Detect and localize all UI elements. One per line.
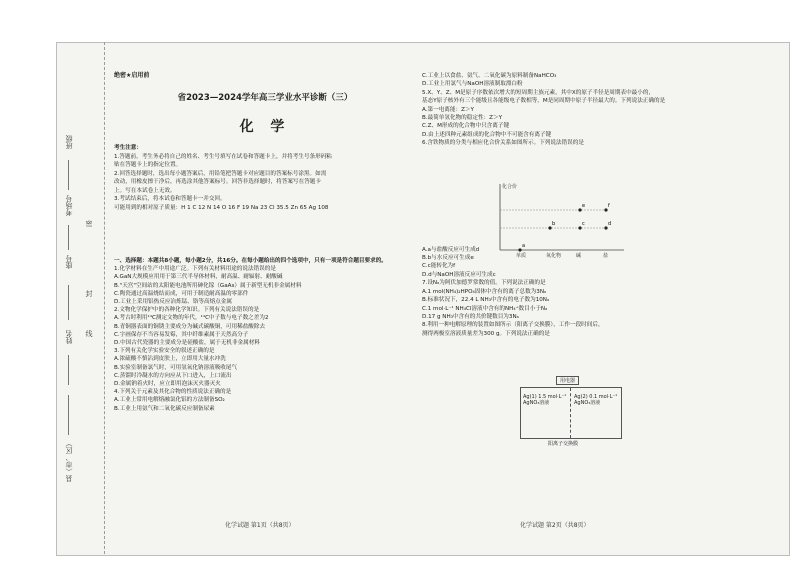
seal-char: 线: [85, 330, 93, 337]
left-questions: [114, 257, 404, 413]
notes-line: 可能用到的相对原子质量：H 1 C 12 N 14 O 16 F 19 Na 23 Cl 35.5 Zn 65 Ag 108: [114, 204, 329, 211]
question-line: C.Z、M形成的化合物中只含离子键: [422, 123, 510, 130]
point-label: b: [552, 221, 556, 227]
binding-line: [68, 395, 69, 435]
membrane-label: 阳离子交换膜: [548, 441, 579, 447]
question-line: A.a与盐酸反应可生成d: [422, 246, 480, 253]
notes-line: 1.答题前，考生务必将自己的姓名、考生号填写在试卷和答题卡上，并将考生号条形码粘: [114, 153, 332, 160]
question-line: B.青铜器表面的铜锈主要成分为碱式碳酸铜，可用稀盐酸除去: [114, 323, 266, 330]
question-line: D.由上述四种元素组成的化合物中不可能含有离子键: [422, 131, 552, 138]
y-axis-label: 化合价: [502, 184, 518, 190]
point-label: a: [522, 243, 526, 249]
question-line: C.陶瓷通过高温烧结而成，可用于制造耐高温的零部件: [114, 290, 249, 297]
page-footer-left: 化学试题 第1页（共8页）: [225, 522, 295, 529]
binding-line: [68, 225, 69, 250]
question-line: A.浓硫酸不慎沾到皮肤上，立即用大量水冲洗: [114, 356, 226, 363]
question-line: D.17 g NH₃中含有的共价键数目为3Nₐ: [422, 313, 519, 320]
x-tick-label: 碱: [576, 253, 582, 259]
seal-char: 封: [85, 290, 93, 297]
binding-line: [68, 160, 69, 190]
membrane-line: [570, 388, 572, 438]
binding-label-class: 班级: [65, 135, 73, 149]
question-line: C.字画保存不当容易发霉，其中纤维素属于天然高分子: [114, 331, 249, 338]
question-line: D.工业上采用铝热反应冶炼锰、铬等高熔点金属: [114, 299, 232, 306]
question-line: B."天宫"空间站的太阳能电池所用砷化镓（GaAs）属于新型无机非金属材料: [114, 282, 302, 289]
x-tick-label: 氧化物: [546, 253, 562, 259]
point-label: c: [582, 221, 585, 227]
seal-char: 密: [85, 220, 93, 227]
question-line: B.标准状况下，22.4 L NH₃中含有的电子数为10Nₐ: [422, 297, 550, 304]
device-label: 用电器: [556, 376, 579, 385]
secret-mark: 绝密★启用前: [114, 72, 150, 79]
question-line: 7.设Nₐ为阿伏加德罗常数的值。下列说法正确的是: [422, 280, 546, 287]
question-line: 基态Y原子核外有三个能级且各能级电子数相等，M是同周期中原子半径最大的。下列说法正确的是: [422, 98, 666, 105]
valence-diagram: [488, 180, 628, 260]
question-line: 6.含铁物质的分类与相应化合价关系如图所示。下列说法错误的是: [422, 140, 584, 147]
question-line: C.蒸馏时冷凝水的方向应从下口进入，上口流出: [114, 372, 232, 379]
question-line: 1.化学材料在生产中用途广泛。下列有关材料用途的说法错误的是: [114, 266, 276, 273]
page-footer-right: 化学试题 第2页（共8页）: [520, 522, 590, 529]
binding-label-room: 考场号: [65, 195, 73, 216]
notes-line: 上。写在本试卷上无效。: [114, 187, 176, 194]
question-line: A.第一电离能：Z＞Y: [422, 106, 474, 113]
right-electrode-label: Ag(2) 0.1 mol·L⁻¹ AgNO₃溶液: [574, 394, 618, 406]
question-line: A.1 mol(NH₄)₂HPO₄固体中含有的离子总数为3Nₐ: [422, 288, 547, 295]
question-line: A.工业上常用电解熔融氯化铝的方法制备SO₂: [114, 397, 225, 404]
point-label: f: [608, 203, 610, 209]
question-line: 4.下列关于元素及其化合物的性质说法正确的是: [114, 389, 232, 396]
left-electrode-label: Ag(1) 1.5 mol·L⁻¹ AgNO₃溶液: [523, 394, 567, 406]
question-line: C.1 mol·L⁻¹ NH₄Cl溶液中含有的NH₄⁺数目小于Nₐ: [422, 305, 548, 312]
question-line: D.中国古代瓷器的主要成分是硅酸盐，属于无机非金属材料: [114, 340, 260, 347]
point-label: d: [608, 221, 612, 227]
exam-title: 省2023—2024学年高三学业水平诊断（三）: [177, 93, 353, 103]
binding-label-seat: 座号: [65, 255, 73, 269]
subject-title: 化 学: [239, 119, 291, 135]
cell-diagram: [520, 387, 622, 439]
question-line: A.GaN大规模应用用于第三代半导体材料，耐高温、耐辐射、耐酸碱: [114, 274, 283, 281]
exam-notes: [114, 144, 404, 212]
x-tick-label: 单质: [516, 253, 527, 259]
section-heading: 一、选择题：本题共8小题，每小题2分，共16分。在每小题给出的四个选项中，只有一项是符合题目要求的。: [114, 258, 387, 264]
question-line: 5.X、Y、Z、M是原子序数依次增大的短周期主族元素，其中X的原子半径是周期表中最小的，: [422, 89, 655, 96]
notes-line: 改动，用橡皮擦干净后，再选涂其他答案标号。回答非选择题时，将答案写在答题卡: [114, 179, 321, 185]
notes-line: 3.考试结束后，将本试卷和答题卡一并交回。: [114, 196, 226, 202]
question-line: C.c能转化为f: [422, 263, 456, 270]
x-tick-label: 盐: [603, 253, 609, 259]
notes-heading: 考生注意：: [114, 145, 142, 151]
notes-line: 贴在答题卡上的指定位置。: [114, 162, 182, 168]
question-line: B.实验室制备氯气时，可用氢氧化钠溶液吸收尾气: [114, 364, 238, 371]
question-line: 测得两极室溶液质量差为300 g。下列说法正确的是: [422, 330, 550, 337]
question-line: A.考古时利用¹⁴C测定文物的年代，¹⁴C中子数与电子数之差为2: [114, 315, 269, 322]
notes-line: 2.回答选择题时，选出每小题答案后，用铅笔把答题卡对应题目的答案标号涂黑。如需: [114, 170, 327, 177]
question-line: 8.利用一种电解原理的装置如图所示（阳离子交换膜），工作一段时间后，: [422, 322, 604, 329]
binding-label-name: 姓名: [65, 330, 73, 344]
question-line: D.金属钠着火时，应立即用泡沫灭火器灭火: [114, 381, 221, 388]
binding-line: [68, 285, 69, 320]
question-line: B.最简单氢化物的稳定性：Z＞Y: [422, 115, 502, 122]
binding-label-county: 县（市、区）: [65, 440, 73, 482]
point-label: e: [582, 203, 586, 209]
question-line: D.d与NaOH溶液反应可生成c: [422, 271, 496, 278]
question-line: B.工业上用氨气和二氧化碳反应制备尿素: [114, 405, 215, 412]
binding-line: [68, 355, 69, 385]
question-line: B.b与水反应可生成e: [422, 255, 474, 262]
question-line: 2.文物化学保护中的各种化学知识。下列有关说法错误的是: [114, 307, 260, 314]
question-line: 3.下列有关化学实验安全的叙述正确的是: [114, 348, 215, 355]
question-line: D.工业上用氯气与NaOH溶液制取漂白粉: [422, 81, 523, 88]
question-line: C.工业上以食盐、氨气、二氧化碳为原料制备NaHCO₃: [422, 73, 557, 79]
